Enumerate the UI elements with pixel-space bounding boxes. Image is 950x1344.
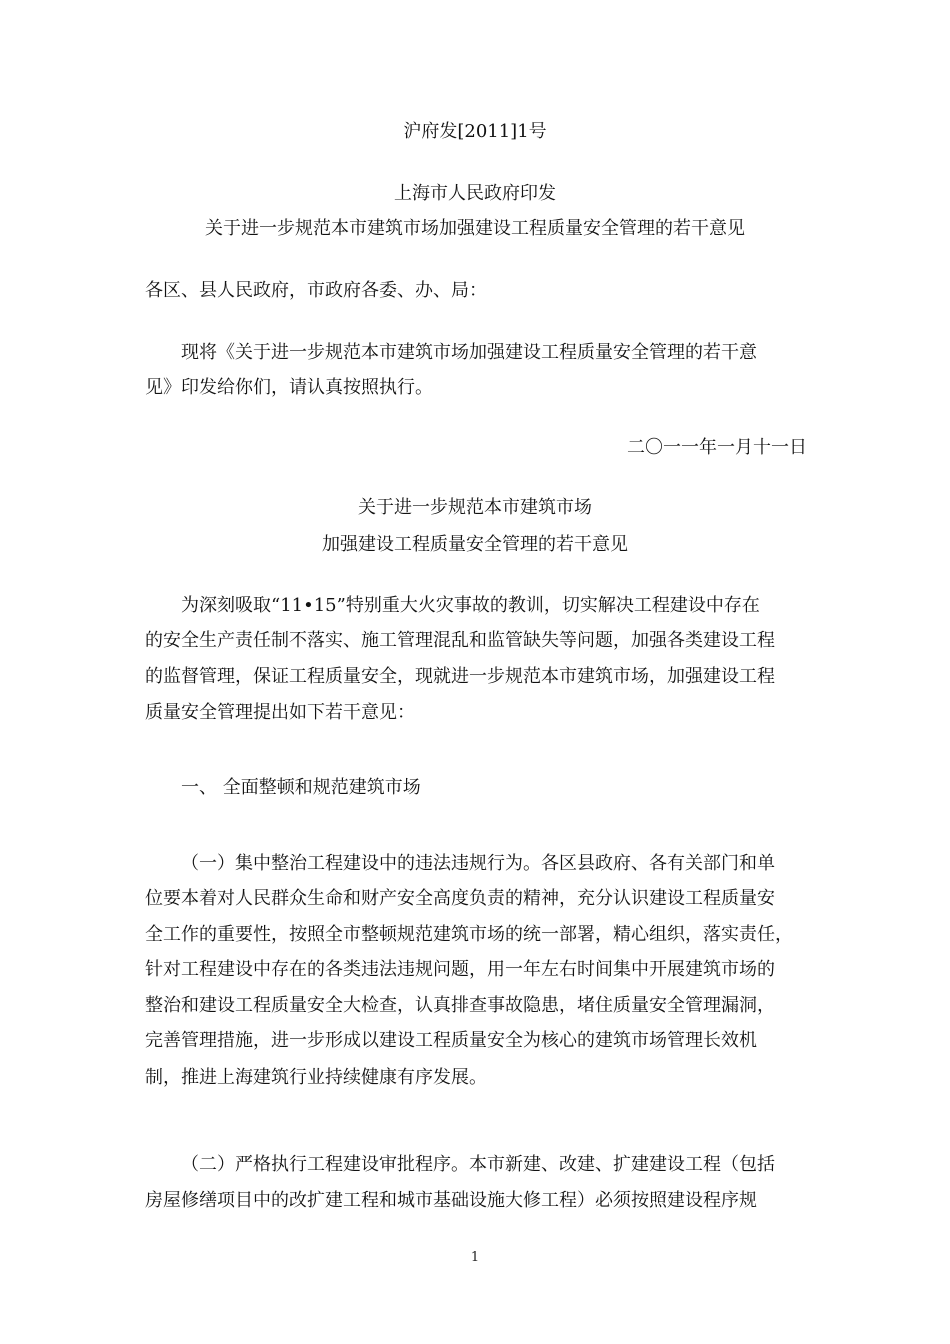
item-one-line: 制，推进上海建筑行业持续健康有序发展。 xyxy=(145,1067,487,1088)
item-two-line: 房屋修缮项目中的改扩建工程和城市基础设施大修工程）必须按照建设程序规 xyxy=(145,1190,757,1211)
main-title-line: 关于进一步规范本市建筑市场 xyxy=(358,497,592,518)
issuer-line: 上海市人民政府印发 xyxy=(394,183,556,204)
item-one-line: （一）集中整治工程建设中的违法违规行为。各区县政府、各有关部门和单 xyxy=(181,853,775,874)
item-two-line: （二）严格执行工程建设审批程序。本市新建、改建、扩建建设工程（包括 xyxy=(181,1154,775,1175)
page-number: 1 xyxy=(470,1250,480,1265)
issue-date: 二〇一一年一月十一日 xyxy=(627,437,807,458)
document-number: 沪府发[2011]1号 xyxy=(403,121,547,142)
item-one-line: 全工作的重要性，按照全市整顿规范建筑市场的统一部署，精心组织，落实责任， xyxy=(145,924,793,945)
item-one-line: 针对工程建设中存在的各类违法违规问题，用一年左右时间集中开展建筑市场的 xyxy=(145,959,775,980)
item-one-line: 位要本着对人民群众生命和财产安全高度负责的精神，充分认识建设工程质量安 xyxy=(145,888,775,909)
main-title-line: 加强建设工程质量安全管理的若干意见 xyxy=(322,534,628,555)
intro-paragraph-line: 的安全生产责任制不落实、施工管理混乱和监管缺失等问题，加强各类建设工程 xyxy=(145,630,775,651)
item-one-line: 整治和建设工程质量安全大检查，认真排查事故隐患，堵住质量安全管理漏洞， xyxy=(145,995,775,1016)
item-one-line: 完善管理措施，进一步形成以建设工程质量安全为核心的建筑市场管理长效机 xyxy=(145,1030,757,1051)
notice-title: 关于进一步规范本市建筑市场加强建设工程质量安全管理的若干意见 xyxy=(205,218,745,239)
section-heading: 一、 全面整顿和规范建筑市场 xyxy=(181,777,421,798)
notice-body-line: 现将《关于进一步规范本市建筑市场加强建设工程质量安全管理的若干意 xyxy=(181,342,757,363)
intro-paragraph-line: 为深刻吸取“11•15”特别重大火灾事故的教训，切实解决工程建设中存在 xyxy=(181,595,760,616)
intro-paragraph-line: 的监督管理，保证工程质量安全，现就进一步规范本市建筑市场，加强建设工程 xyxy=(145,666,775,687)
intro-paragraph-line: 质量安全管理提出如下若干意见： xyxy=(145,702,415,723)
notice-body-line: 见》印发给你们，请认真按照执行。 xyxy=(145,377,433,398)
addressee: 各区、县人民政府，市政府各委、办、局： xyxy=(145,280,487,301)
